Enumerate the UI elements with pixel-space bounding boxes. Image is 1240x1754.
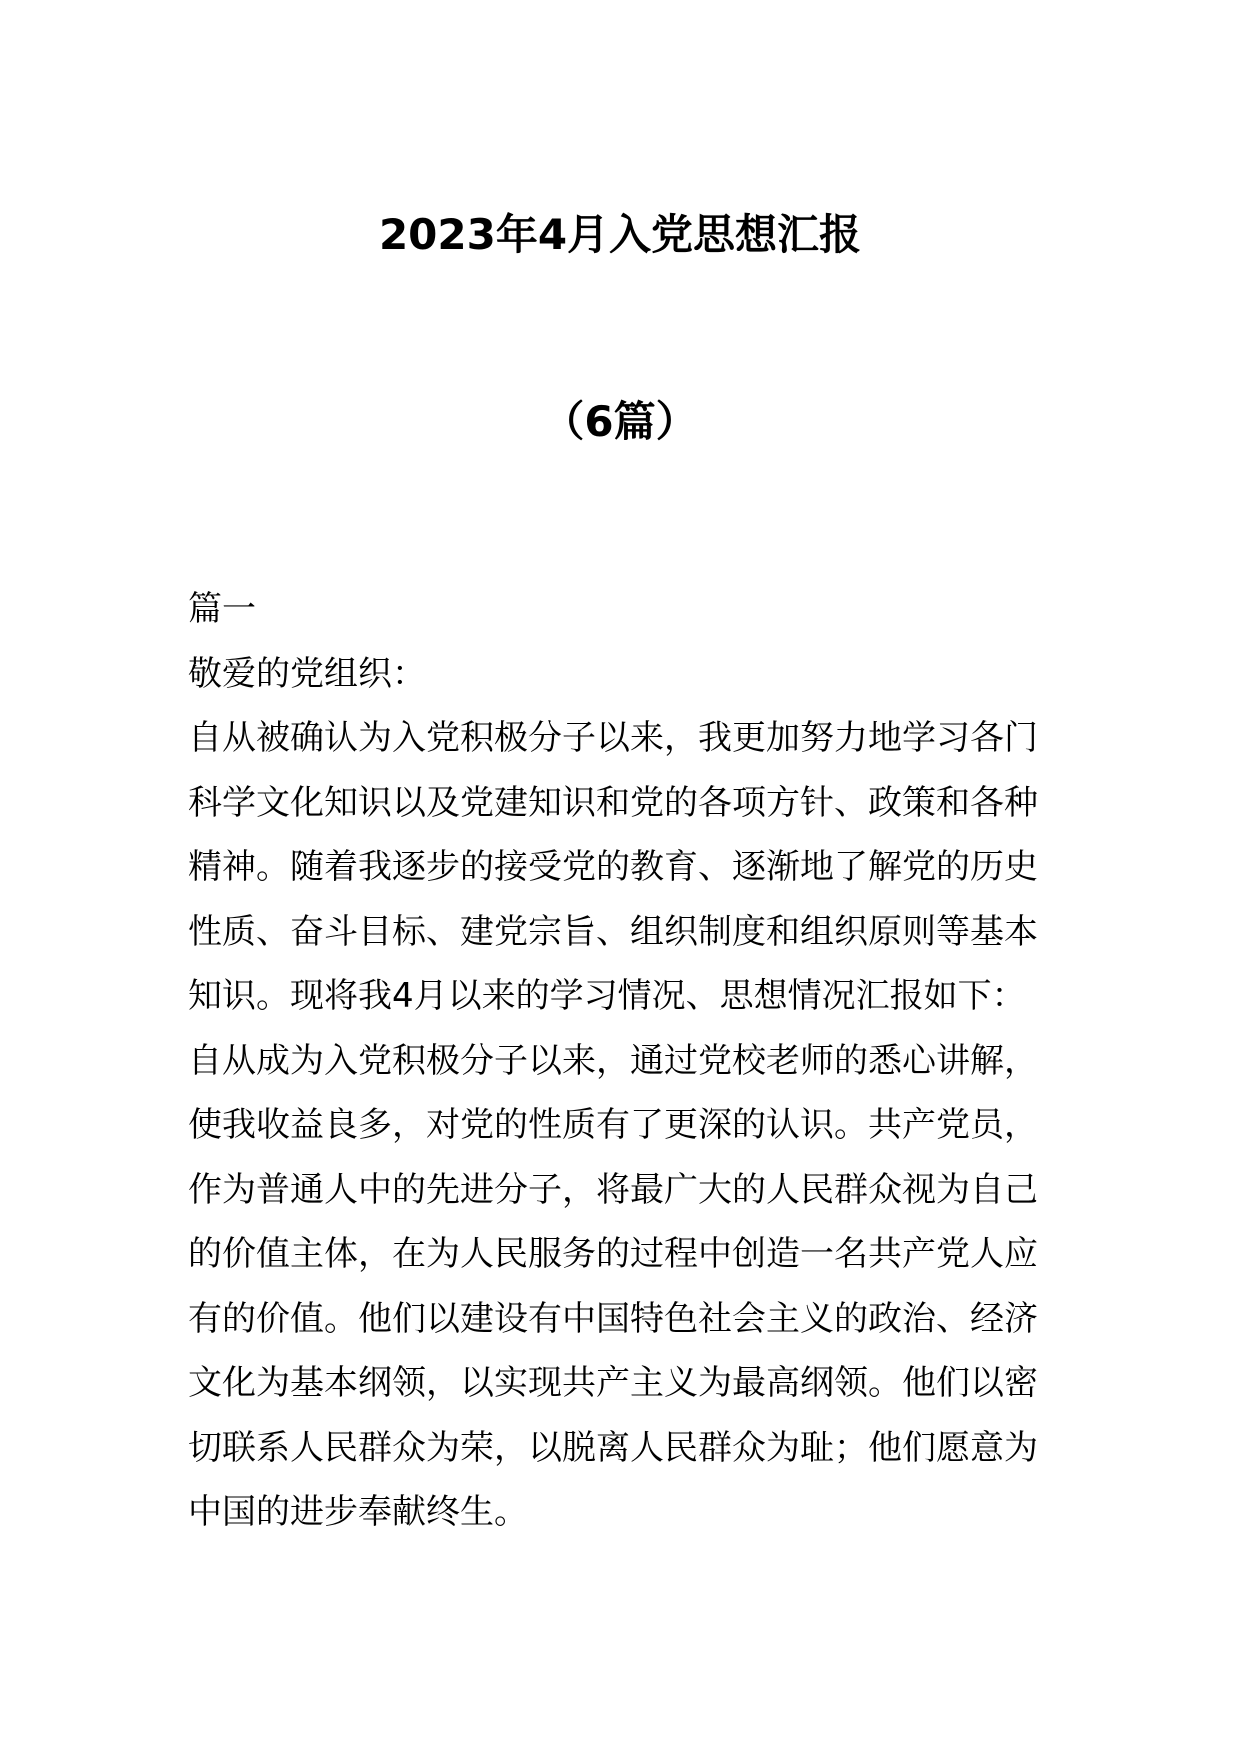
document-subtitle: （6篇）: [542, 397, 698, 446]
body-line: 知识。现将我4月以来的学习情况、思想情况汇报如下：: [188, 976, 1026, 1016]
document-body: [188, 577, 1056, 1545]
body-line: 性质、奋斗目标、建党宗旨、组织制度和组织原则等基本: [188, 911, 1038, 952]
body-line: 文化为基本纲领，以实现共产主义为最高纲领。他们以密: [188, 1363, 1038, 1403]
body-line: 科学文化知识以及党建知识和党的各项方针、政策和各种: [188, 782, 1038, 823]
body-line: 切联系人民群众为荣，以脱离人民群众为耻；他们愿意为: [188, 1427, 1038, 1468]
body-line: 精神。随着我逐步的接受党的教育、逐渐地了解党的历史: [188, 847, 1038, 887]
salutation: 敬爱的党组织：: [188, 653, 426, 694]
body-line: 中国的进步奉献终生。: [188, 1492, 528, 1532]
body-line: 自从被确认为入党积极分子以来，我更加努力地学习各门: [188, 718, 1038, 758]
section-heading: 篇一: [188, 589, 256, 629]
body-line: 作为普通人中的先进分子，将最广大的人民群众视为自己: [188, 1169, 1038, 1210]
document-title: 2023年4月入党思想汇报: [378, 210, 862, 259]
body-line: 的价值主体，在为人民服务的过程中创造一名共产党人应: [188, 1234, 1038, 1274]
body-line: 使我收益良多，对党的性质有了更深的认识。共产党员，: [188, 1105, 1038, 1145]
body-line: 有的价值。他们以建设有中国特色社会主义的政治、经济: [188, 1298, 1038, 1339]
body-line: 自从成为入党积极分子以来，通过党校老师的悉心讲解，: [188, 1040, 1038, 1081]
